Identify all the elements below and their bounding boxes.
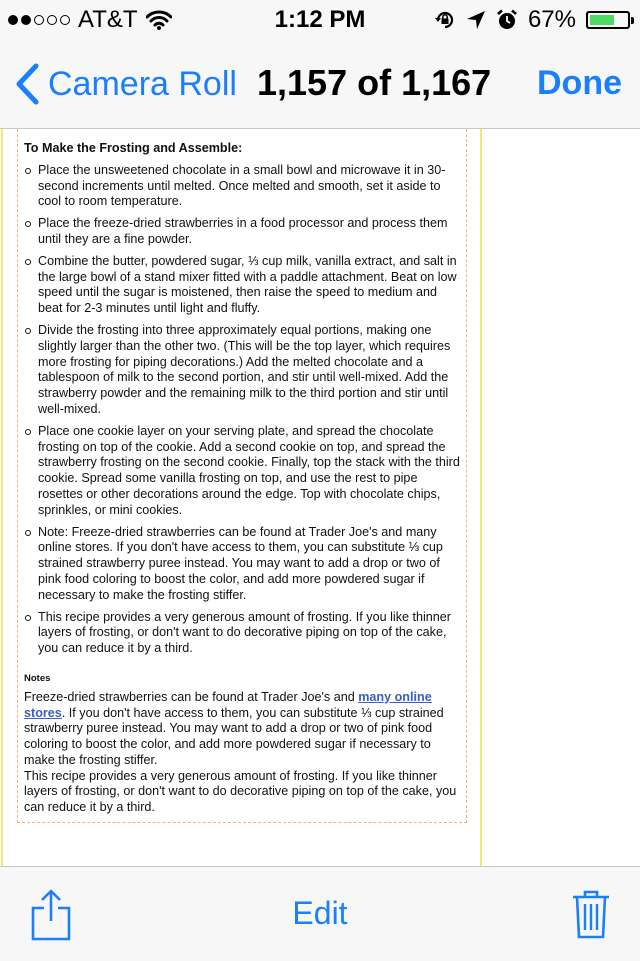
done-button[interactable]: Done <box>537 64 622 102</box>
edit-button[interactable]: Edit <box>292 895 348 931</box>
page-edge-right <box>480 129 482 866</box>
steps-list <box>24 163 460 657</box>
online-stores-link[interactable]: many online stores <box>24 689 432 720</box>
status-time: 1:12 PM <box>274 6 366 33</box>
notes-heading: Notes <box>24 672 51 684</box>
notes-paragraph: Freeze-dried strawberries can be found at Trader Joe's and many online stores. If you don't have access to them, you can substitute ⅓ cup strained strawberry puree instead. You may want to add a drop or two of pink food coloring to boost the color, and add more powdered sugar if necessary to make the frosting stiffer. <box>24 689 444 767</box>
list-item: Place the freeze-dried strawberries in a food processor and process them until they are a fine powder. <box>38 216 460 248</box>
list-item: Divide the frosting into three approximately equal portions, making one slightly larger than the other two. (This will be the top layer, which requires more frosting for piping decorations.) Add the melted chocolate and a tablespoon of milk to the second portion, and stir until well-mixed. Add the strawberry powder and the remaining milk to the third portion and stir until well-mixed. <box>38 323 460 418</box>
carrier-label: AT&T <box>78 6 138 33</box>
orientation-lock-icon <box>434 9 456 31</box>
section-heading: To Make the Frosting and Assemble: <box>24 141 243 155</box>
photo-counter-title: 1,157 of 1,167 <box>257 62 492 103</box>
navigation-bar <box>0 40 640 129</box>
back-label: Camera Roll <box>48 64 237 103</box>
camera-roll-back-button[interactable] <box>14 60 237 108</box>
battery-icon <box>586 11 630 29</box>
list-item: Combine the butter, powdered sugar, ⅓ cup milk, vanilla extract, and salt in the large bowl of a stand mixer fitted with a paddle attachment. Beat on low speed until the sugar is moistened, then raise the speed to medium and beat for 2-3 minutes until light and fluffy. <box>38 254 460 317</box>
list-item: Note: Freeze-dried strawberries can be found at Trader Joe's and many online stores. If you don't have access to them, you can substitute ⅓ cup strained strawberry puree instead. You may want to add a drop or two of pink food coloring to boost the color, and add more powdered sugar if necessary to make the frosting stiffer. <box>38 525 460 604</box>
list-item: This recipe provides a very generous amount of frosting. If you like thinner layers of frosting, or don't want to do decorative piping on top of the cake, you can reduce it by a third. <box>38 610 460 657</box>
page-edge-left <box>1 129 3 866</box>
status-bar <box>0 0 640 40</box>
recipe-document <box>17 129 467 823</box>
notes-paragraph-2: This recipe provides a very generous amount of frosting. If you like thinner layers of frosting, or don't want to do decorative piping on top of the cake, you can reduce it by a third. <box>24 768 457 815</box>
bottom-toolbar <box>0 866 640 961</box>
photo-view[interactable] <box>0 129 640 866</box>
battery-percent: 67% <box>527 6 576 33</box>
list-item: Place the unsweetened chocolate in a small bowl and microwave it in 30-second increments until melted. Once melted and smooth, set it aside to cool to room temperature. <box>38 163 460 210</box>
location-arrow-icon <box>466 10 486 30</box>
chevron-left-icon <box>14 63 40 105</box>
trash-icon[interactable] <box>572 889 610 939</box>
list-item: Place one cookie layer on your serving plate, and spread the chocolate frosting on top of the cookie. Add a second cookie on top, and spread the strawberry frosting on the second cookie. Finally, top the stack with the third cookie. Spread some vanilla frosting on top, and use the rest to pipe rosettes or other decorations around the edge. Top with chocolate chips, sprinkles, or mini cookies. <box>38 423 460 517</box>
status-right <box>434 6 630 34</box>
alarm-clock-icon <box>496 9 518 31</box>
